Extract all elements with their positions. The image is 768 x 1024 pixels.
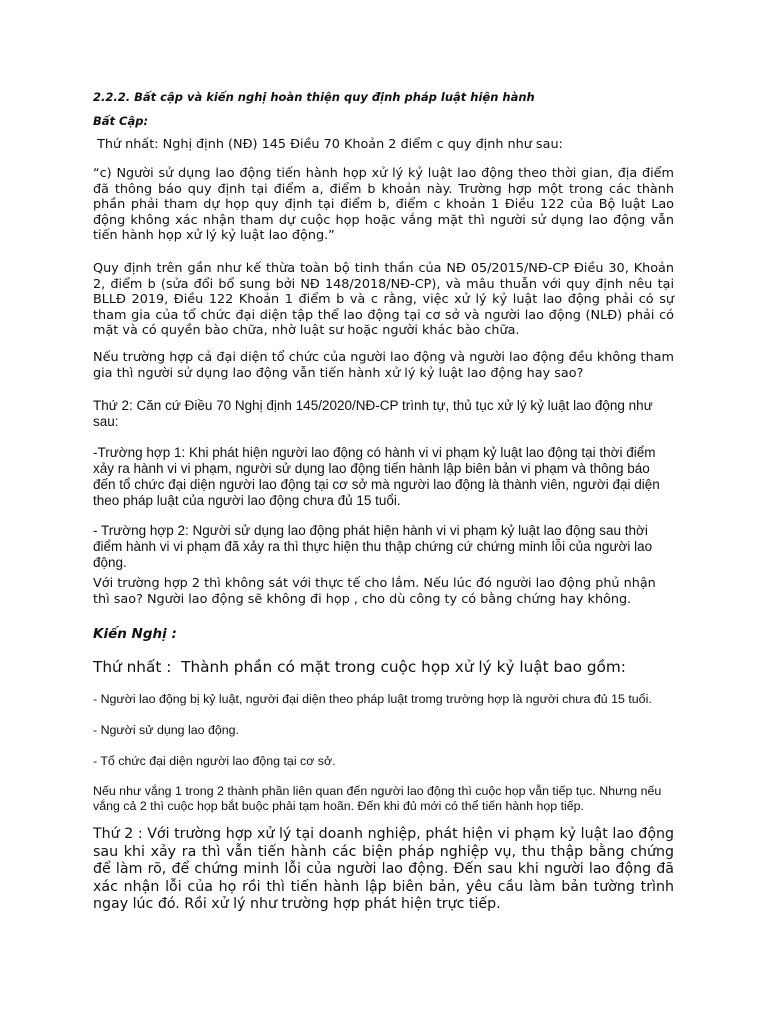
paragraph-thu-nhat: Thứ nhất: Nghị định (NĐ) 145 Điều 70 Khoản 2 điểm c quy định như sau: [93, 137, 563, 152]
paragraph-question: Nếu trường hợp cả đại diện tổ chức của người lao động và người lao động đều không tham gia thì người sử dụng lao động vẫn tiến hành xử lý kỷ luật lao động hay sao? [93, 350, 674, 381]
paragraph-kien-nghi-thu-nhat: Thứ nhất : Thành phần có mặt trong cuộc họp xử lý kỷ luật bao gồm: [93, 658, 626, 676]
bat-cap-heading: Bất Cập: [93, 114, 149, 128]
paragraph-thu-2: Thứ 2: Căn cứ Điều 70 Nghị định 145/2020/NĐ-CP trình tự, thủ tục xử lý kỷ luật lao động như sau: [93, 398, 653, 429]
paragraph-vang-mat: Nếu như vắng 1 trong 2 thành phần liên quan đến người lao động thì cuộc họp vẫn tiếp tục. Nhưng nếu vắng cả 2 thì cuộc họp bắt buộc phải tạm hoãn. Đến khi đủ mới có thể tiến hành họp tiếp. [93, 784, 662, 813]
list-item-to-chuc-dai-dien: - Tổ chức đại diện người lao động tại cơ sở. [93, 754, 336, 768]
paragraph-case-2-comment: Với trường hợp 2 thì không sát với thực tế cho lắm. Nếu lúc đó người lao động phủ nhận thì sao? Người lao động sẽ không đi họp , cho dù công ty có bằng chứng hay không. [93, 576, 656, 607]
paragraph-case-1: -Trường hợp 1: Khi phát hiện người lao động có hành vi vi phạm kỷ luật lao động tại thời điểm xảy ra hành vi vi phạm, người sử dụng lao động tiến hành lập biên bản vi phạm và thông báo đến tổ chức đại diện người lao động tại cơ sở mà người lao động là thành viên, người đại diện theo pháp luật của người lao động chưa đủ 15 tuổi. [93, 445, 660, 508]
section-heading: 2.2.2. Bất cập và kiến nghị hoàn thiện quy định pháp luật hiện hành [93, 90, 535, 104]
paragraph-kien-nghi-thu-2: Thứ 2 : Với trường hợp xử lý tại doanh nghiệp, phát hiện vi phạm kỷ luật lao động sau khi xảy ra thì vẫn tiến hành các biện pháp nghiệp vụ, thu thập bằng chứng để làm rõ, để chứng minh lỗi của người lao động. Đến sau khi người lao động đã xác nhận lỗi của họ rồi thì tiến hành lập biên bản, yêu cầu làm bản tường trình ngay lúc đó. Rồi xử lý như trường hợp phát hiện trực tiếp. [93, 826, 674, 912]
kien-nghi-heading: Kiến Nghị : [93, 626, 177, 642]
paragraph-analysis: Quy định trên gần như kế thừa toàn bộ tinh thần của NĐ 05/2015/NĐ-CP Điều 30, Khoản 2, điểm b (sửa đổi bổ sung bởi NĐ 148/2018/NĐ-CP), và mâu thuẫn với quy định nêu tại BLLĐ 2019, Điều 122 Khoản 1 điểm b và c rằng, việc xử lý kỷ luật lao động phải có sự tham gia của tổ chức đại diện tập thể lao động tại cơ sở và người lao động (NLĐ) phải có mặt và có quyền bào chữa, nhờ luật sư hoặc người khác bào chữa. [93, 261, 674, 338]
paragraph-quoted-rule: “c) Người sử dụng lao động tiến hành họp xử lý kỷ luật lao động theo thời gian, địa điểm đã thông báo quy định tại điểm a, điểm b khoản này. Trường hợp một trong các thành phần phải tham dự họp quy định tại điểm b, điểm c khoản 1 Điều 122 của Bộ luật Lao động không xác nhận tham dự cuộc họp hoặc vắng mặt thì người sử dụng lao động vẫn tiến hành họp xử lý kỷ luật lao động.” [93, 166, 674, 243]
paragraph-case-2: - Trường hợp 2: Người sử dụng lao động phát hiện hành vi vi phạm kỷ luật lao động sau thời điểm hành vi vi phạm đã xảy ra thì thực hiện thu thập chứng cứ chứng minh lỗi của người lao động. [93, 523, 653, 570]
list-item-nguoi-lao-dong: - Người lao động bị kỷ luật, người đại diện theo pháp luật tromg trường hợp là người chưa đủ 15 tuổi. [93, 692, 652, 706]
list-item-nguoi-su-dung: - Người sử dụng lao động. [93, 723, 239, 737]
